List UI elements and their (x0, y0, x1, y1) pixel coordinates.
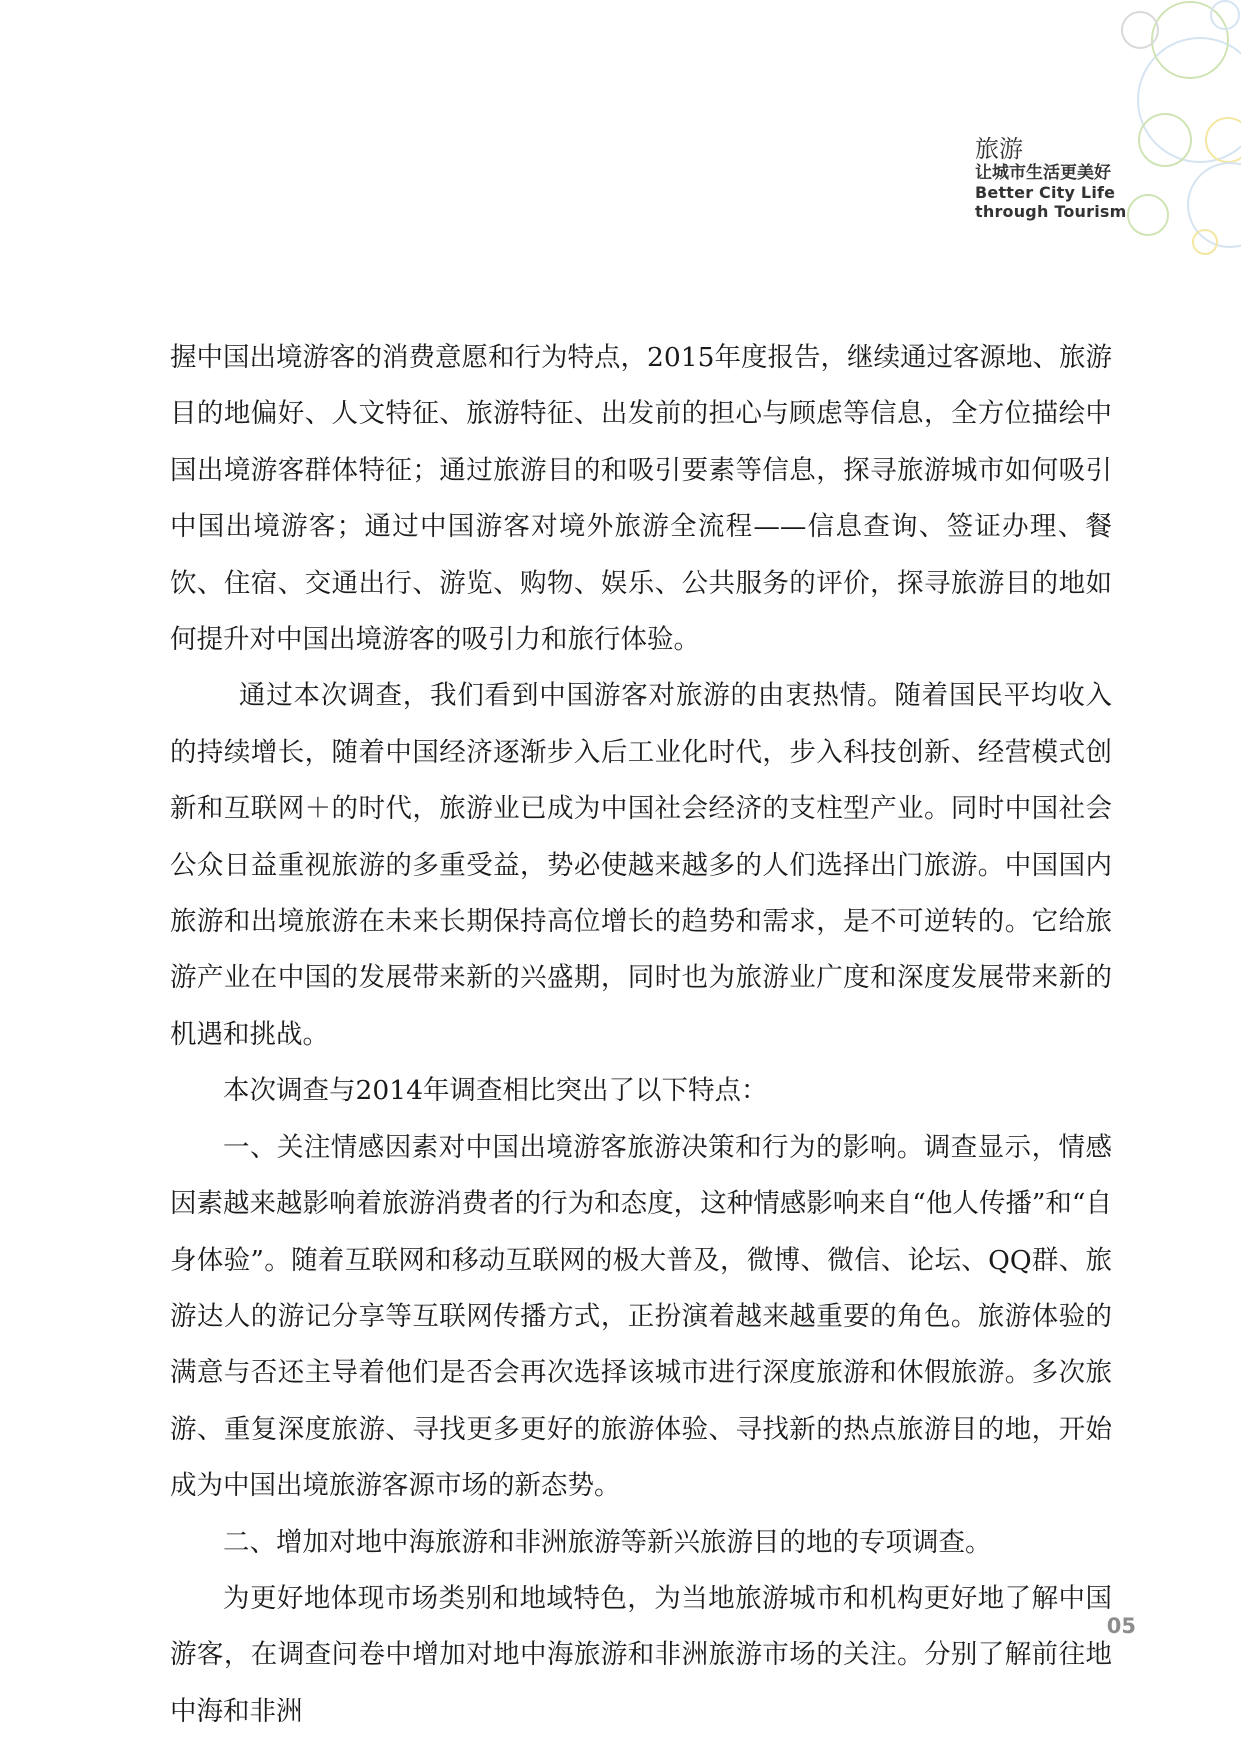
paragraph: 通过本次调查，我们看到中国游客对旅游的由衷热情。随着国民平均收入的持续增长，随着中国经济逐渐步入后工业化时代，步入科技创新、经营模式创新和互联网＋的时代，旅游业已成为中国社会经济的支柱型产业。同时中国社会公众日益重视旅游的多重受益，势必使越来越多的人们选择出门旅游。中国国内旅游和出境旅游在未来长期保持高位增长的趋势和需求，是不可逆转的。它给旅游产业在中国的发展带来新的兴盛期，同时也为旅游业广度和深度发展带来新的机遇和挑战。 (170, 680, 1112, 1050)
body-text (170, 330, 1112, 1740)
paragraph: 握中国出境游客的消费意愿和行为特点，2015年度报告，继续通过客源地、旅游目的地偏好、人文特征、旅游特征、出发前的担心与顾虑等信息，全方位描绘中国出境游客群体特征；通过旅游目的和吸引要素等信息，探寻旅游城市如何吸引中国出境游客；通过中国游客对境外旅游全流程——信息查询、签证办理、餐饮、住宿、交通出行、游览、购物、娱乐、公共服务的评价，探寻旅游目的地如何提升对中国出境游客的吸引力和旅行体验。 (170, 342, 1112, 656)
brand-block (975, 135, 1205, 221)
brand-slogan-zh: 让城市生活更美好 (975, 163, 1111, 183)
brand-title: 旅游 (975, 135, 1023, 163)
brand-slogan-en-line1: Better City Life (975, 183, 1116, 202)
paragraph: 为更好地体现市场类别和地域特色，为当地旅游城市和机构更好地了解中国游客，在调查问卷中增加对地中海旅游和非洲旅游市场的关注。分别了解前往地中海和非洲 (170, 1582, 1112, 1727)
brand-slogan-en-line2: through Tourism (975, 202, 1127, 221)
decorative-circles (0, 0, 1241, 260)
paragraph: 本次调查与2014年调查相比突出了以下特点： (223, 1075, 768, 1107)
deco-circle (1206, 118, 1241, 162)
deco-circle (1193, 230, 1217, 254)
paragraph: 一、关注情感因素对中国出境游客旅游决策和行为的影响。调查显示，情感因素越来越影响着旅游消费者的行为和态度，这种情感影响来自“他人传播”和“自身体验”。随着互联网和移动互联网的极大普及，微博、微信、论坛、QQ群、旅游达人的游记分享等互联网传播方式，正扮演着越来越重要的角色。旅游体验的满意与否还主导着他们是否会再次选择该城市进行深度旅游和休假旅游。多次旅游、重复深度旅游、寻找更多更好的旅游体验、寻找新的热点旅游目的地，开始成为中国出境旅游客源市场的新态势。 (170, 1131, 1112, 1502)
paragraph-heading: 二、增加对地中海旅游和非洲旅游等新兴旅游目的地的专项调查。 (223, 1526, 992, 1558)
page-number: 05 (1106, 1614, 1136, 1638)
